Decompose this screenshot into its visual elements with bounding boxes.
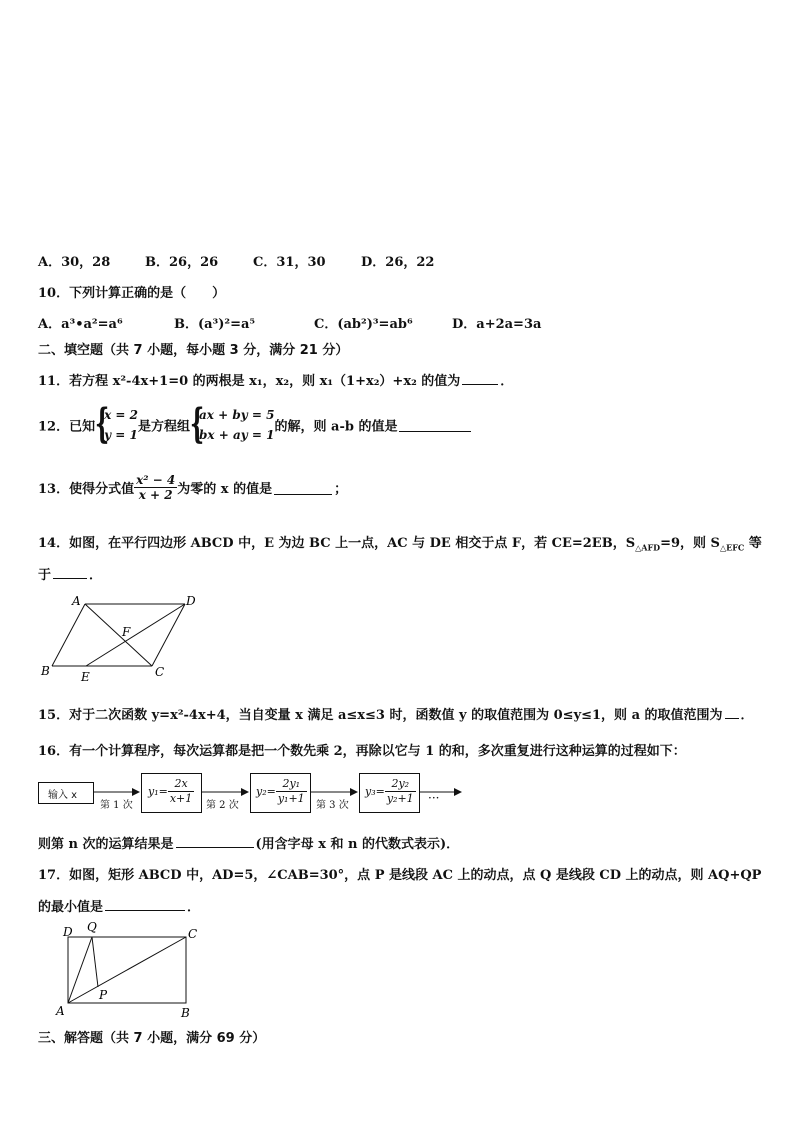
q10-option-d: D．a+2a=3a [452,317,542,332]
q13-pre: 13．使得分式值 [38,482,135,497]
label-d: D [186,594,196,608]
q16-answer-blank[interactable] [176,834,254,848]
q13-fraction [134,473,177,502]
diagonal-ac [68,937,186,1003]
q16-box3-lhs: y₃= [365,785,385,798]
q10-option-b: B．(a³)²=a⁵ [174,317,256,332]
q13-denominator: x + 2 [138,488,173,502]
label-f: F [122,625,131,639]
segment-qp [92,937,98,987]
q16-box1-fraction [168,777,194,806]
q16-box2-fraction [276,777,307,806]
q11-answer-blank[interactable] [462,371,498,385]
q16-input-box [38,782,94,804]
q17-rectangle-figure [52,918,202,1020]
q9-option-d: D．26，22 [361,255,435,270]
q15-text: 15．对于二次函数 y=x²-4x+4，当自变量 x 满足 a≤x≤3 时，函数值 y 的取值范围为 0≤y≤1，则 a 的取值范围为 [38,708,723,723]
q16-ellipsis: ··· [428,791,440,805]
label-d: D [63,925,73,939]
q14-mid: =9，则 S [660,536,720,551]
q11 [38,370,513,389]
q13 [38,473,347,502]
q16-answer [38,833,459,852]
q12-system-solution: { x = 2 y = 1 [95,400,139,447]
q16-stem: 16．有一个计算程序，每次运算都是把一个数先乘 2，再除以它与 1 的和，多次重复进行这种运算的过程如下： [38,744,686,759]
q13-post: 为零的 x 的值是 [177,482,273,497]
label-c: C [188,927,198,941]
q15 [38,704,754,723]
q16-answer-pre: 则第 n 次的运算结果是 [38,837,174,852]
q10-option-c: C．(ab²)³=ab⁶ [314,317,413,332]
q12-sys1-row2: y = 1 [104,428,138,442]
label-c: C [155,665,165,679]
label-a: A [56,1004,65,1018]
q16-box1-num: 2x [168,777,194,792]
q13-answer-blank[interactable] [274,481,332,495]
q16-box2-den: y₁+1 [277,792,305,805]
q12-post: 的解，则 a-b 的值是 [274,419,398,435]
label-e: E [81,670,90,684]
q17-end: ． [187,900,201,915]
q16-box1-den: x+1 [169,792,193,805]
q15-answer-blank[interactable] [725,705,739,719]
q14-parallelogram-figure [38,592,200,684]
q14-line2-text: 于 [38,568,52,583]
q12-system-equations: { ax + by = 5 bx + ay = 1 [190,400,275,447]
q14-end2: ． [89,568,103,583]
q14-sub-afd: △AFD [635,542,661,553]
q9-option-a: A．30，28 [38,255,111,270]
q12-sys2-row2: bx + ay = 1 [199,428,275,442]
q12-sys2-row1: ax + by = 5 [199,408,275,422]
q16-input-label: 输入 x [48,790,78,801]
q14-end1: 等 [744,536,762,551]
q13-numerator: x² − 4 [136,473,176,487]
q9-option-b: B．26，26 [145,255,219,270]
q10-stem: 10．下列计算正确的是（ ） [38,286,226,301]
q14-text: 14．如图，在平行四边形 ABCD 中，E 为边 BC 上一点，AC 与 DE 相交于点 F，若 CE=2EB，S [38,536,636,551]
q14-answer-blank[interactable] [53,565,87,579]
q16-box-3 [359,773,420,813]
q16-box-2 [250,773,311,813]
q16-box3-num: 2y₂ [385,777,416,792]
q16-step-2: 第 2 次 [206,800,239,811]
q16-step-3: 第 3 次 [316,800,349,811]
label-p: P [99,988,108,1002]
segment-de [86,604,185,666]
section-3-heading: 三、解答题（共 7 小题，满分 69 分） [38,1031,266,1046]
label-b: B [41,664,50,678]
q16-box2-num: 2y₁ [276,777,307,792]
q14-line-2 [38,564,102,583]
q16-box3-fraction [385,777,416,806]
side-dc [152,604,185,666]
q13-end: ； [334,482,348,497]
q16-box2-lhs: y₂= [256,785,276,798]
label-b: B [181,1006,190,1020]
q17-line2-text: 的最小值是 [38,900,104,915]
q9-option-c: C．31，30 [253,255,326,270]
q12 [38,400,473,447]
segment-aq [68,937,92,1003]
q17-answer-blank[interactable] [105,897,185,911]
q16-box3-den: y₂+1 [386,792,414,805]
q17-line-2 [38,896,200,915]
q11-end: ． [500,374,514,389]
q12-pre: 12．已知 [38,419,96,435]
q11-text: 11．若方程 x²-4x+1=0 的两根是 x₁，x₂，则 x₁（1+x₂）+x₂ 的值为 [38,374,461,389]
q16-step-1: 第 1 次 [100,800,133,811]
q16-box1-lhs: y₁= [148,785,168,798]
q12-sys1-row1: x = 2 [104,408,139,422]
q16-box-1 [141,773,202,813]
q17-line-1: 17．如图，矩形 ABCD 中，AD=5，∠CAB=30°，点 P 是线段 AC 上的动点，点 Q 是线段 CD 上的动点，则 AQ+QP [38,868,762,883]
q14-sub-efc: △EFC [719,542,745,553]
label-a: A [72,594,81,608]
q10-option-a: A．a³•a²=a⁶ [38,317,123,332]
side-ba [52,604,85,666]
diagonal-ac [85,604,152,666]
q12-mid: 是方程组 [138,419,191,435]
q15-end: ． [740,708,754,723]
q16-answer-post: (用含字母 x 和 n 的代数式表示)． [255,837,460,852]
q14-line-1 [38,532,762,553]
section-2-heading: 二、填空题（共 7 小题，每小题 3 分，满分 21 分） [38,343,349,358]
label-q: Q [87,920,97,934]
q12-answer-blank[interactable] [399,418,471,432]
